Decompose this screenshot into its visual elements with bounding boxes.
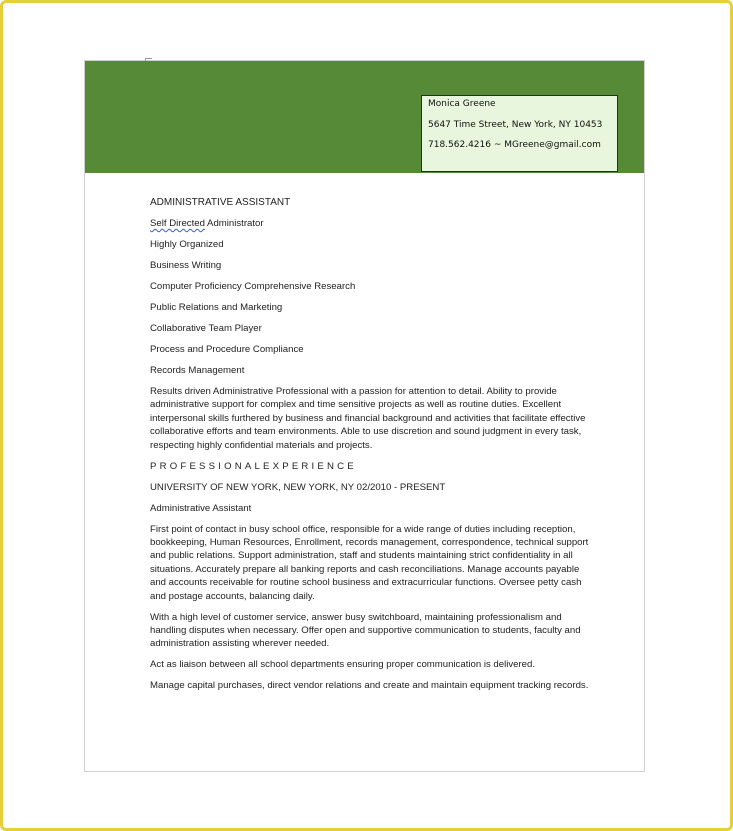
resume-page (84, 60, 645, 772)
skill-item: Public Relations and Marketing (150, 302, 283, 313)
duty-paragraph: First point of contact in busy school office, responsible for a wide range of duties including reception, bookkeeping, Human Resources, Enrollment, records management, correspondence, technical support and public relations. Support administration, staff and students maintaining strict confidentiality in all situations. Accurately prepare all banking reports and cash reconciliations. Manage accounts payable and accounts receivable for routine school business and extracurricular functions. Oversee petty cash and postage accounts, balancing daily. (150, 523, 589, 602)
position-title: Administrative Assistant (150, 502, 252, 514)
experience-heading: PROFESSIONALEXPERIENCE (150, 460, 357, 472)
contact-phone-email: 718.562.4216 ~ MGreene@gmail.com (428, 140, 601, 150)
duty-paragraph: Manage capital purchases, direct vendor relations and create and maintain equipment tracking records. (150, 680, 589, 692)
header-band (85, 61, 644, 173)
skill-self-directed (150, 217, 590, 230)
contact-box (421, 95, 618, 172)
resume-body (150, 196, 590, 700)
spellcheck-underlined-text: Self Directed (150, 218, 205, 229)
employer-line: UNIVERSITY OF NEW YORK, NEW YORK, NY 02/2010 - PRESENT (150, 481, 446, 493)
skill-item: Records Management (150, 365, 245, 376)
contact-name: Monica Greene (428, 99, 496, 109)
skill-item: Business Writing (150, 260, 222, 271)
skill-item: Process and Procedure Compliance (150, 344, 304, 355)
resume-title: ADMINISTRATIVE ASSISTANT (150, 197, 291, 208)
duty-paragraph: Act as liaison between all school departments ensuring proper communication is delivered. (150, 659, 536, 671)
skill-item: Highly Organized (150, 239, 224, 250)
skill-item: Computer Proficiency Comprehensive Research (150, 281, 356, 292)
contact-address: 5647 Time Street, New York, NY 10453 (428, 120, 603, 130)
skill-self-directed-rest: Administrator (204, 218, 264, 229)
duty-paragraph: With a high level of customer service, answer busy switchboard, maintaining professionalism and handling disputes when necessary. Offer open and supportive communication to students, faculty and administration assisting wherever needed. (150, 611, 581, 650)
summary-paragraph: Results driven Administrative Professional with a passion for attention to detail. Ability to provide administrative support for complex and time sensitive projects as well as routine duties. Excellent interpersonal skills furthered by business and financial background and activities that facilitate effective collaborative efforts and team environments. Able to use discretion and sound judgment in every task, respecting highly confidential materials and projects. (150, 386, 586, 451)
skill-item: Collaborative Team Player (150, 323, 262, 334)
